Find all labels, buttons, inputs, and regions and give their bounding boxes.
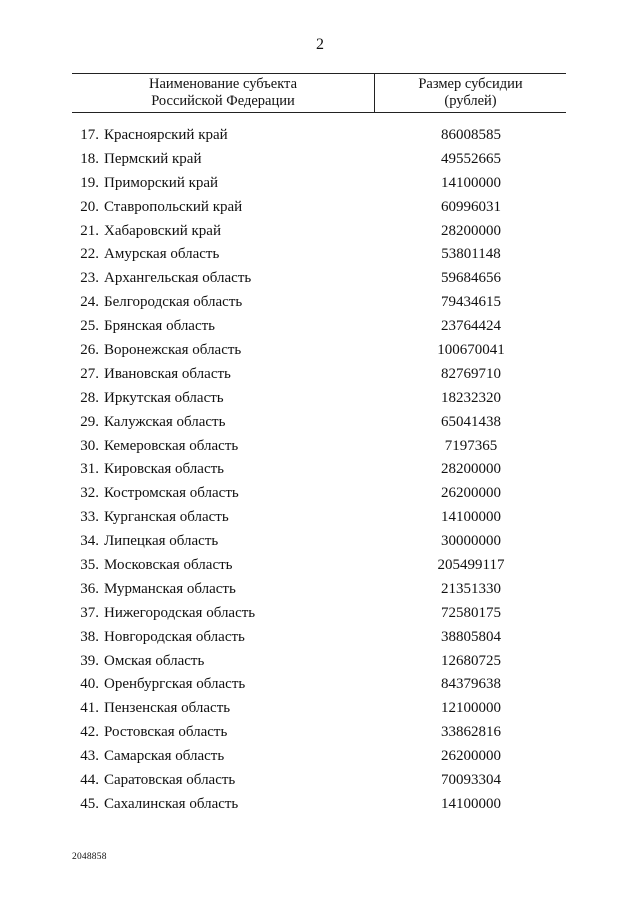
table-row [0,219,640,243]
row-number: 35. [80,557,99,574]
region-name: Амурская область [104,246,220,263]
row-number: 29. [80,413,99,430]
region-name: Мурманская область [104,580,236,597]
subsidy-amount: 82769710 [441,365,501,382]
table-row [0,672,640,696]
subsidy-amount: 26200000 [441,748,501,765]
subsidy-amount: 59684656 [441,270,501,287]
row-number: 23. [80,270,99,287]
row-number: 33. [80,509,99,526]
column-header-subsidy-amount-line2: (рублей) [444,93,497,109]
table-row [0,362,640,386]
region-name: Липецкая область [104,533,219,550]
region-name: Белгородская область [104,294,243,311]
region-name: Красноярский край [104,127,228,143]
subsidy-amount: 26200000 [441,485,501,502]
row-number: 26. [80,342,99,359]
subsidy-amount: 12100000 [441,700,501,717]
row-number: 32. [80,485,99,502]
region-name: Кемеровская область [104,437,239,454]
table-row [0,720,640,744]
subsidy-amount: 72580175 [441,604,501,621]
document-code: 2048858 [72,852,107,862]
subsidy-amount: 100670041 [437,342,505,359]
subsidy-amount: 18232320 [441,389,501,406]
row-number: 18. [80,150,99,167]
region-name: Воронежская область [104,342,242,359]
column-header-region-name-line1: Наименование субъекта [148,76,298,92]
subsidy-amount: 21351330 [441,580,501,597]
table-header [72,73,566,113]
region-name: Омская область [104,652,205,669]
table-row [0,266,640,290]
region-name: Новгородская область [104,628,245,645]
table-row [0,410,640,434]
subsidy-amount: 60996031 [441,198,501,215]
row-number: 17. [80,127,99,143]
subsidy-amount: 70093304 [441,772,501,789]
row-number: 22. [80,246,99,263]
subsidy-amount: 7197365 [444,437,498,454]
table-row [0,457,640,481]
subsidy-amount: 14100000 [441,174,501,191]
row-number: 19. [80,174,99,191]
table-row [0,601,640,625]
table-row [0,481,640,505]
row-number: 21. [80,222,99,239]
row-number: 39. [80,652,99,669]
column-header-region-name [72,76,374,110]
region-name: Архангельская область [104,270,252,287]
table-row [0,434,640,458]
subsidy-amount: 84379638 [441,676,501,693]
table-row [0,649,640,673]
row-number: 28. [80,389,99,406]
table-row [0,386,640,410]
row-number: 34. [80,533,99,550]
table-row [0,696,640,720]
region-name: Московская область [104,557,233,574]
table-row [0,147,640,171]
row-number: 44. [80,772,99,789]
table-row [0,171,640,195]
subsidy-amount: 14100000 [441,795,501,812]
row-number: 45. [80,795,99,812]
region-name: Оренбургская область [104,676,246,693]
region-name: Приморский край [104,174,219,191]
row-number: 36. [80,580,99,597]
row-number: 25. [80,318,99,335]
table-row [0,553,640,577]
region-name: Курганская область [104,509,229,526]
region-name: Ивановская область [104,365,231,382]
subsidy-amount: 28200000 [441,461,501,478]
subsidy-amount: 53801148 [441,246,501,263]
column-header-subsidy-amount [375,76,566,110]
region-name: Кировская область [104,461,225,478]
table-row [0,314,640,338]
region-name: Костромская область [104,485,239,502]
subsidy-amount: 28200000 [441,222,501,239]
table-row [0,123,640,147]
table-row [0,744,640,768]
row-number: 40. [80,676,99,693]
table-row [0,242,640,266]
subsidy-amount: 49552665 [441,150,501,167]
region-name: Нижегородская область [104,604,256,621]
page-number: 2 [316,36,324,53]
subsidy-amount: 79434615 [441,294,501,311]
region-name: Пермский край [104,150,202,167]
table-row [0,505,640,529]
subsidy-amount: 14100000 [441,509,501,526]
region-name: Ростовская область [104,724,228,741]
table-row [0,195,640,219]
row-number: 41. [80,700,99,717]
region-name: Ставропольский край [104,198,243,215]
region-name: Саратовская область [104,772,236,789]
table-row [0,338,640,362]
region-name: Иркутская область [104,389,224,406]
subsidy-amount: 38805804 [441,628,501,645]
row-number: 24. [80,294,99,311]
row-number: 30. [80,437,99,454]
region-name: Брянская область [104,318,216,335]
row-number: 27. [80,365,99,382]
subsidy-amount: 30000000 [441,533,501,550]
subsidy-table-body [0,123,640,816]
region-name: Хабаровский край [104,222,221,239]
column-header-region-name-line2: Российской Федерации [151,93,295,109]
row-number: 43. [80,748,99,765]
region-name: Калужская область [104,413,226,430]
table-row [0,290,640,314]
region-name: Пензенская область [104,700,231,717]
table-row [0,768,640,792]
subsidy-amount: 23764424 [441,318,501,335]
subsidy-amount: 12680725 [441,652,501,669]
row-number: 42. [80,724,99,741]
row-number: 38. [80,628,99,645]
subsidy-amount: 65041438 [441,413,501,430]
table-row [0,625,640,649]
row-number: 31. [80,461,99,478]
region-name: Сахалинская область [104,795,239,812]
subsidy-amount: 86008585 [441,127,501,143]
row-number: 20. [80,198,99,215]
column-header-subsidy-amount-line1: Размер субсидии [418,76,523,92]
table-row [0,792,640,816]
region-name: Самарская область [104,748,225,765]
subsidy-amount: 33862816 [441,724,501,741]
row-number: 37. [80,604,99,621]
table-row [0,529,640,553]
table-row [0,577,640,601]
subsidy-amount: 205499117 [437,557,505,574]
